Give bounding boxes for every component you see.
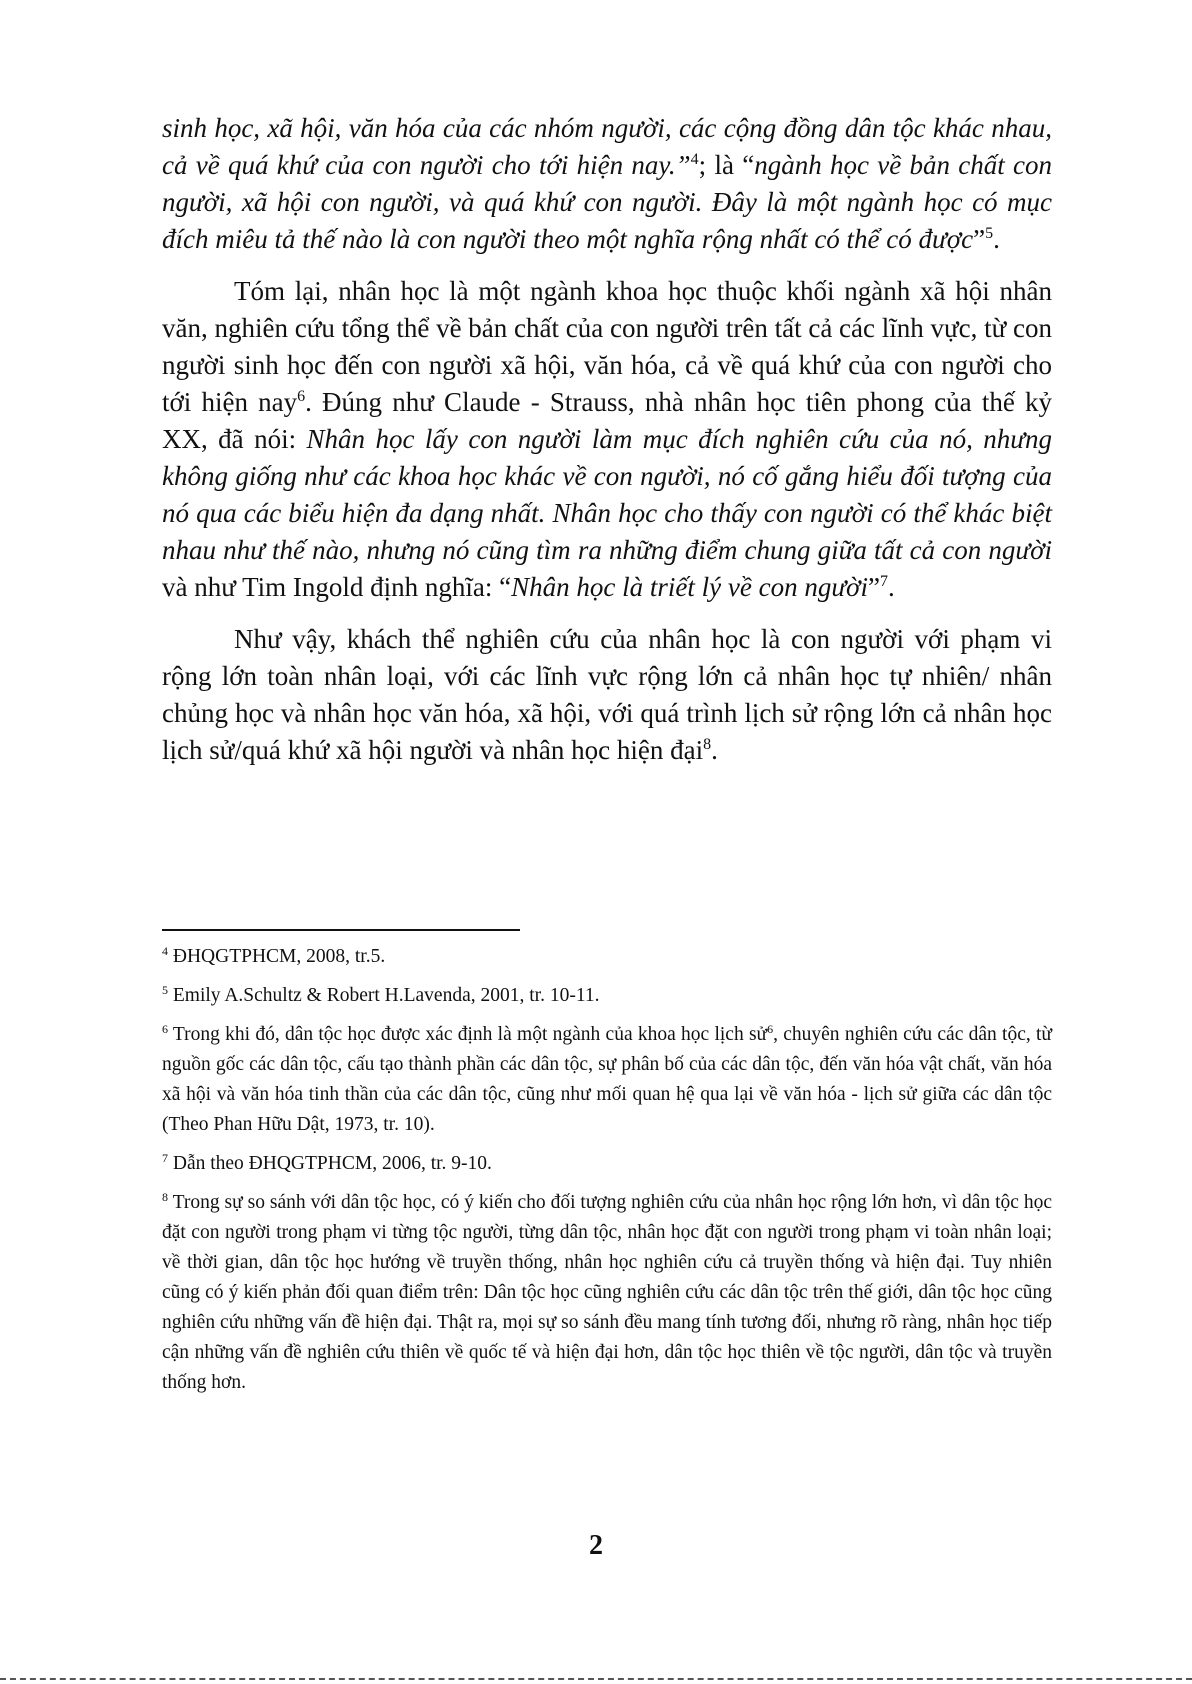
text-run: ” <box>973 224 986 254</box>
footnote-ref-7: 7 <box>879 573 888 590</box>
page-number: 2 <box>589 1530 603 1561</box>
footnote-number: 6 <box>162 1022 168 1036</box>
footnote-text: ĐHQGTPHCM, 2008, tr.5. <box>168 946 386 967</box>
quote-definition-1: sinh học, xã hội, văn hóa của các nhóm người, các cộng đồng dân tộc khác nhau, cả về quá khứ của con người cho tới hiện nay.” <box>162 113 1052 180</box>
footnote-4 <box>162 942 1052 972</box>
text-run: ; là “ <box>698 150 755 180</box>
footnote-6 <box>162 1020 1052 1140</box>
paragraph-2 <box>162 273 1052 606</box>
footnote-8 <box>162 1188 1052 1398</box>
footnote-5 <box>162 981 1052 1011</box>
text-run: Như vậy, khách thể nghiên cứu của nhân học là con người với phạm vi rộng lớn toàn nhân loại, với các lĩnh vực rộng lớn cả nhân học tự nhiên/ nhân chủng học và nhân học văn hóa, xã hội, với quá trình lịch sử rộng lớn cả nhân học lịch sử/quá khứ xã hội người và nhân học hiện đại <box>162 624 1052 765</box>
footnote-ref-5: 5 <box>985 225 994 242</box>
text-run: . <box>887 572 895 602</box>
footnotes <box>162 942 1052 1398</box>
quote-definition-2: ngành học về bản chất con người, xã hội con người, và quá khứ con người. Đây là một ngành học có mục đích miêu tả thế nào là con người theo một nghĩa rộng nhất có thể có được <box>162 150 1052 254</box>
text-run: . Đúng như Claude - Strauss, nhà nhân học tiên phong của thế kỷ XX, đã nói: <box>162 387 1052 454</box>
footnote-inner-ref: 6 <box>767 1022 774 1036</box>
footnote-number: 8 <box>162 1190 168 1204</box>
footnote-number: 5 <box>162 983 168 997</box>
footnote-ref-8: 8 <box>703 736 712 753</box>
footnote-text: Emily A.Schultz & Robert H.Lavenda, 2001, tr. 10-11. <box>168 985 600 1006</box>
text-run: . <box>993 224 1000 254</box>
footnote-text: Trong khi đó, dân tộc học được xác định là một ngành của khoa học lịch sử <box>168 1024 768 1045</box>
paragraph-1 <box>162 110 1052 258</box>
text-run: ” <box>867 572 880 602</box>
paragraph-3 <box>162 621 1052 769</box>
footnote-text: Dẫn theo ĐHQGTPHCM, 2006, tr. 9-10. <box>168 1153 492 1174</box>
footnote-7 <box>162 1149 1052 1179</box>
quote-ingold: Nhân học là triết lý về con người <box>511 572 868 602</box>
quote-levi-strauss: Nhân học lấy con người làm mục đích nghiên cứu của nó, nhưng không giống như các khoa học khác về con người, nó cố gắng hiểu đối tượng của nó qua các biểu hiện đa dạng nhất. Nhân học cho thấy con người có thể khác biệt nhau như thế nào, nhưng nó cũng tìm ra những điểm chung giữa tất cả con người <box>162 424 1052 565</box>
text-run: Tóm lại, nhân học là một ngành khoa học thuộc khối ngành xã hội nhân văn, nghiên cứu tổng thể về bản chất của con người trên tất cả các lĩnh vực, từ con người sinh học đến con người xã hội, văn hóa, cả về quá khứ của con người cho tới hiện nay <box>162 276 1052 417</box>
scan-edge-line <box>0 1678 1192 1680</box>
footnote-number: 4 <box>162 944 168 958</box>
footnote-ref-6: 6 <box>297 388 306 405</box>
footnote-ref-4: 4 <box>690 151 699 168</box>
text-run: . <box>711 735 718 765</box>
footnote-text: Trong sự so sánh với dân tộc học, có ý kiến cho đối tượng nghiên cứu của nhân học rộng lớn hơn, vì dân tộc học đặt con người trong phạm vi từng tộc người, từng dân tộc, nhân học đặt con người trong phạm vi toàn nhân loại; về thời gian, dân tộc học hướng về truyền thống, nhân học nghiên cứu cả truyền thống và hiện đại. Tuy nhiên cũng có ý kiến phản đối quan điểm trên: Dân tộc học cũng nghiên cứu các dân tộc trên thế giới, dân tộc học cũng nghiên cứu những vấn đề hiện đại. Thật ra, mọi sự so sánh đều mang tính tương đối, nhưng rõ ràng, nhân học tiếp cận những vấn đề nghiên cứu thiên về quốc tế và hiện đại hơn, dân tộc học thiên về tộc người, dân tộc và truyền thống hơn. <box>162 1192 1052 1393</box>
footnote-separator <box>162 929 520 931</box>
footnote-text-continued: , chuyên nghiên cứu các dân tộc, từ nguồn gốc các dân tộc, cấu tạo thành phần các dân tộc, sự phân bố của các dân tộc, đến văn hóa vật chất, văn hóa xã hội và văn hóa tinh thần của các dân tộc, cũng như mối quan hệ qua lại về văn hóa - lịch sử giữa các dân tộc (Theo Phan Hữu Dật, 1973, tr. 10). <box>162 1024 1052 1135</box>
footnote-number: 7 <box>162 1151 168 1165</box>
body-text <box>162 110 1052 769</box>
text-run: và như Tim Ingold định nghĩa: “ <box>162 572 512 602</box>
